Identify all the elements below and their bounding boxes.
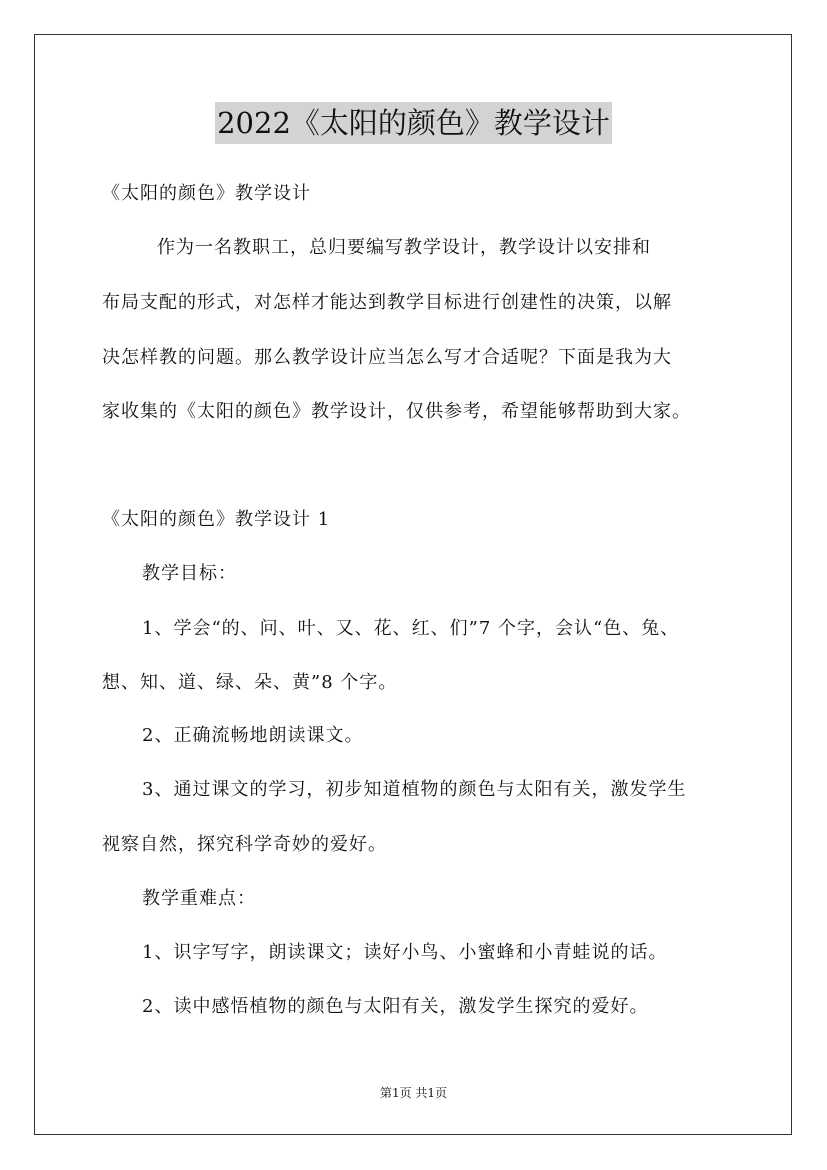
intro-line-3: 决怎样教的问题。那么教学设计应当怎么写才合适呢？下面是我为大 (102, 347, 672, 368)
goal-line-4: 3、通过课文的学习，初步知道植物的颜色与太阳有关，激发学生 (142, 779, 687, 800)
key-point-line-2: 2、读中感悟植物的颜色与太阳有关，激发学生探究的爱好。 (142, 996, 649, 1017)
document-title: 2022《太阳的颜色》教学设计 (215, 102, 612, 144)
goals-heading: 教学目标： (142, 563, 237, 584)
key-points-heading: 教学重难点： (142, 888, 256, 909)
document-title-wrap (0, 102, 827, 144)
page-footer: 第1页 共1页 (379, 1086, 448, 1100)
key-point-line-1: 1、识字写字，朗读课文；读好小鸟、小蜜蜂和小青蛙说的话。 (142, 942, 668, 963)
goal-line-1: 1、学会“的、问、叶、又、花、红、们”7 个字，会认“色、兔、 (142, 618, 680, 639)
intro-line-2: 布局支配的形式，对怎样才能达到教学目标进行创建性的决策，以解 (102, 292, 672, 313)
goal-line-3: 2、正确流畅地朗读课文。 (142, 725, 364, 746)
intro-line-1: 作为一名教职工，总归要编写教学设计，教学设计以安排和 (157, 237, 651, 258)
goal-line-2: 想、知、道、绿、朵、黄”8 个字。 (102, 672, 398, 693)
subtitle: 《太阳的颜色》教学设计 (102, 183, 311, 204)
section1-heading: 《太阳的颜色》教学设计 1 (102, 509, 331, 530)
intro-line-4: 家收集的《太阳的颜色》教学设计，仅供参考，希望能够帮助到大家。 (102, 401, 691, 422)
goal-line-5: 视察自然，探究科学奇妙的爱好。 (102, 834, 387, 855)
